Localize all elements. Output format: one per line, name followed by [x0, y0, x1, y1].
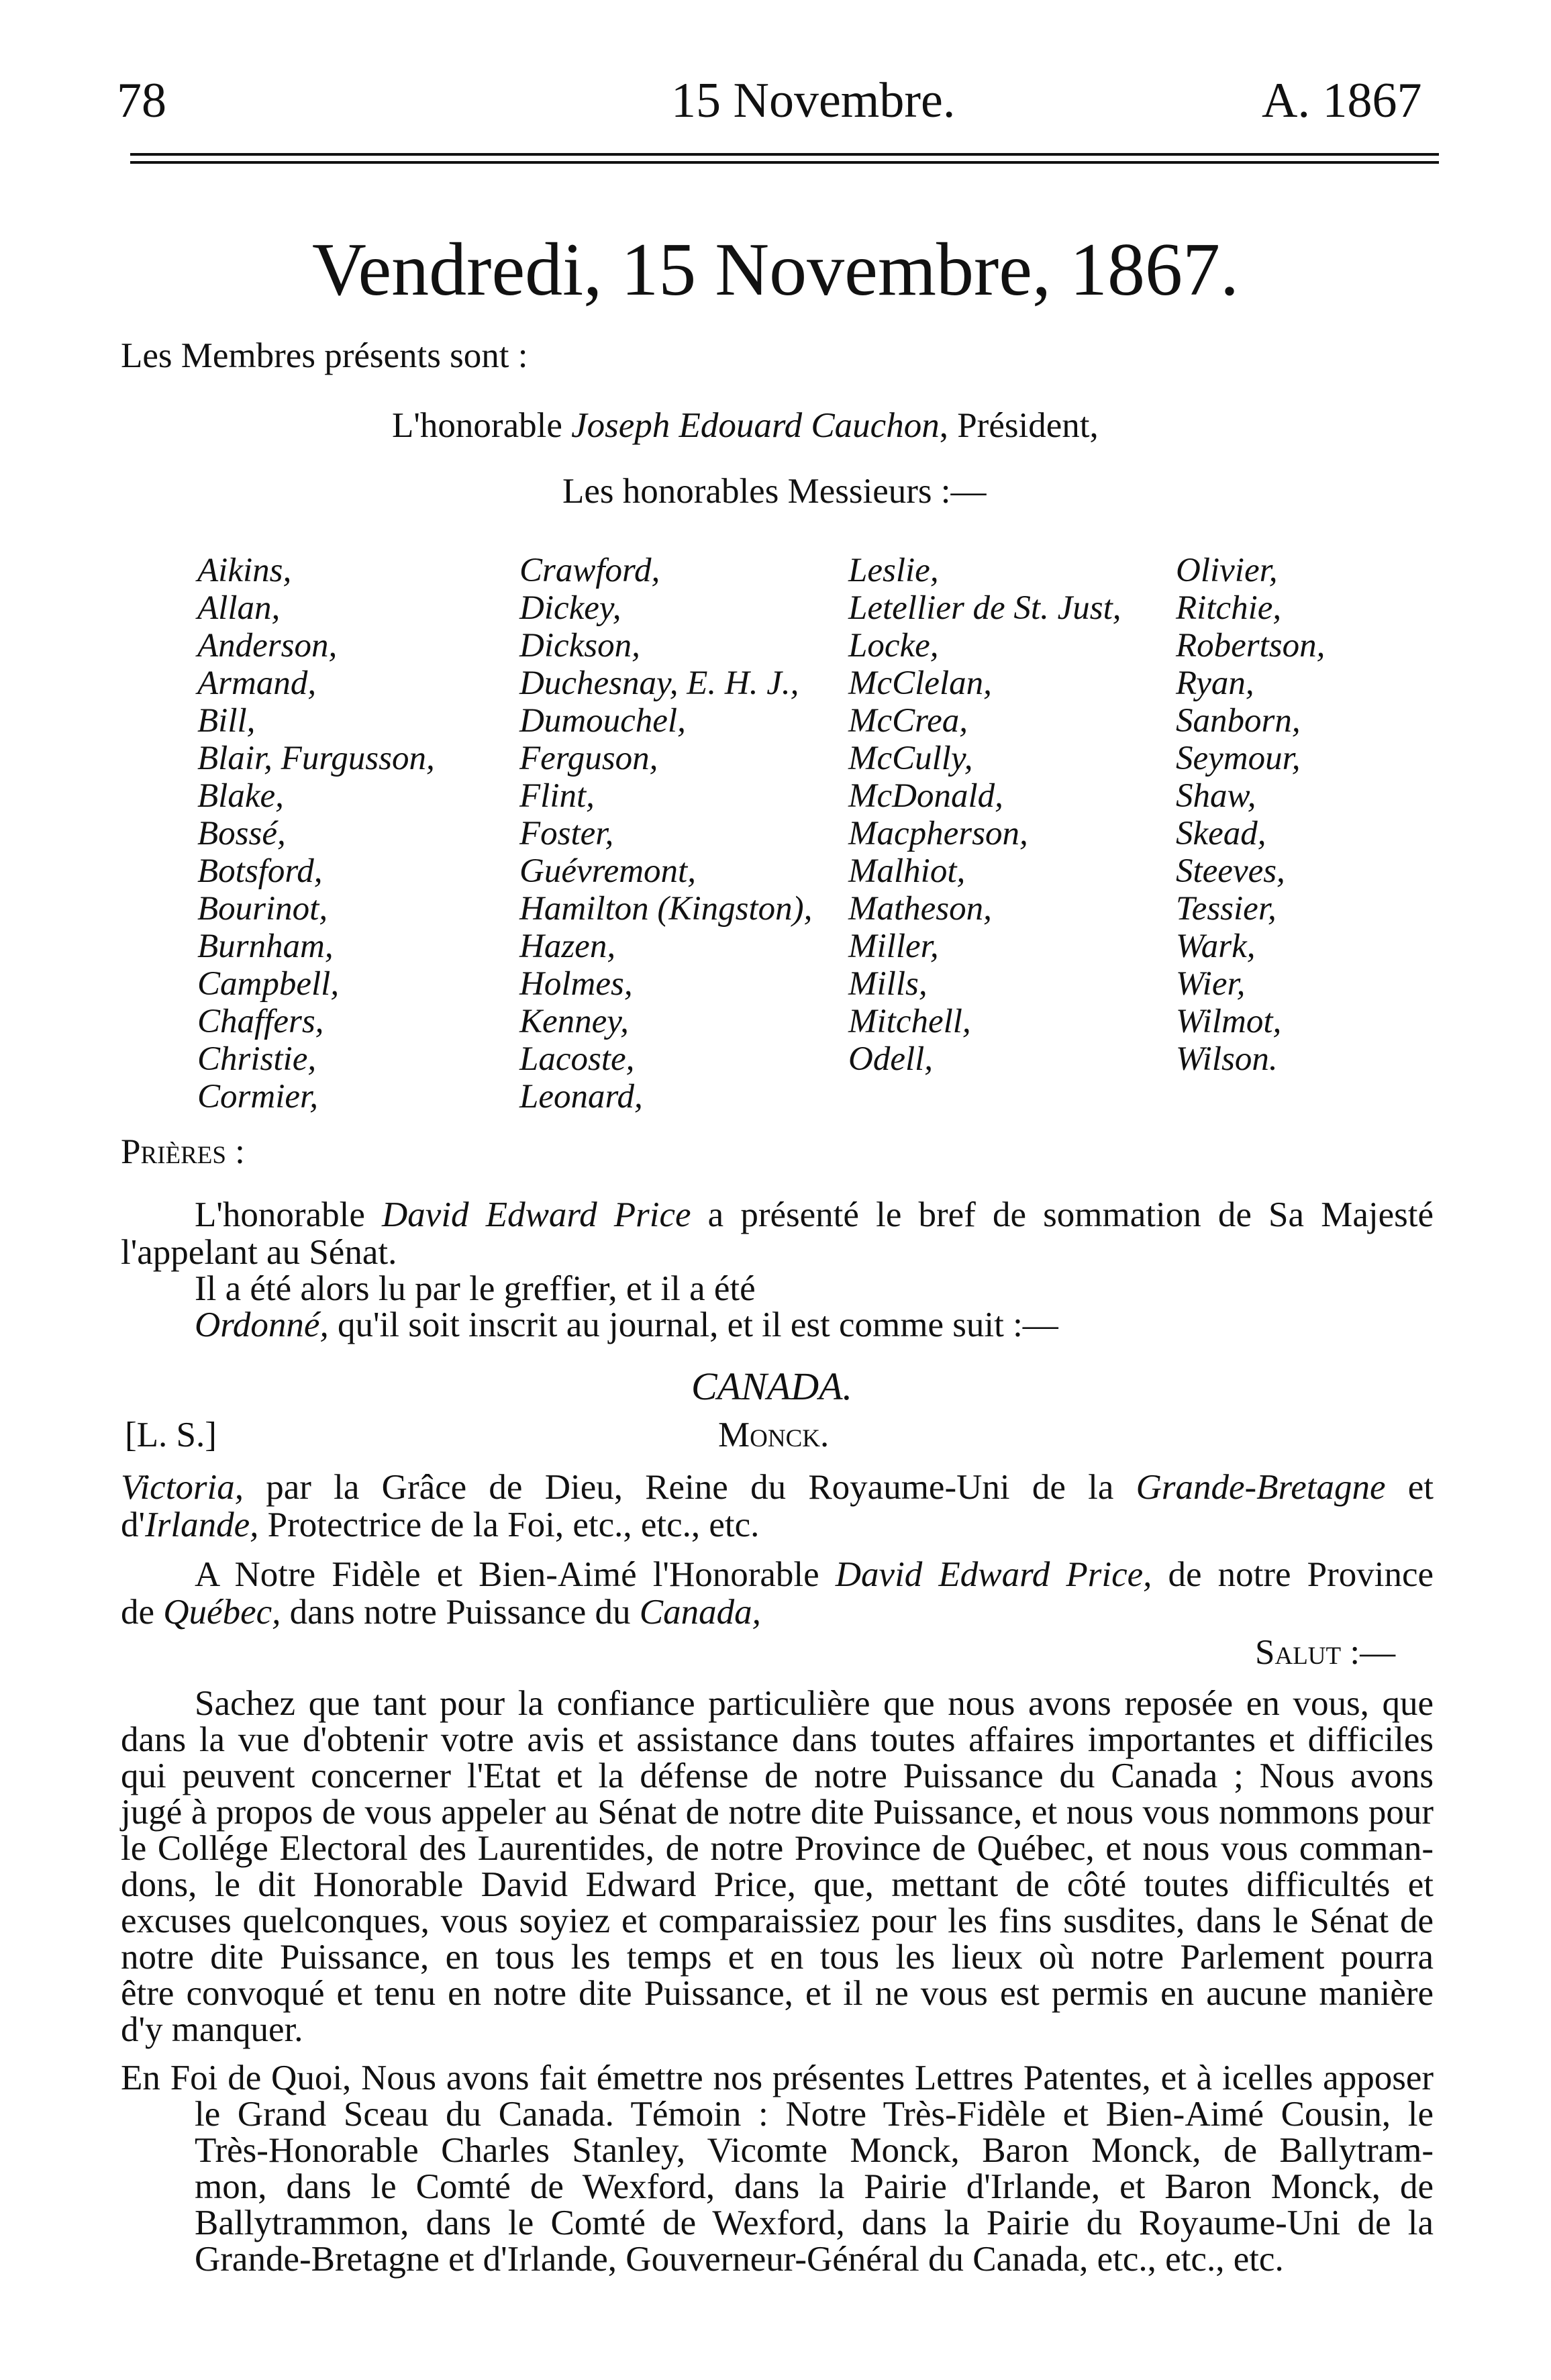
- text-run: A Notre Fidèle et Bien-Aimé l'Honorable: [195, 1555, 836, 1594]
- header-rule-top: [130, 153, 1439, 156]
- sachez-line: jugé à propos de vous appeler au Sénat de notre dite Puissance, et nous vous nommons pour: [121, 1793, 1434, 1832]
- member-name: Foster,: [519, 815, 614, 852]
- sachez-line: dans la vue d'obtenir votre avis et assistance dans toutes affaires importantes et difficiles: [121, 1720, 1434, 1759]
- place-run: Grande-Bretagne: [1136, 1468, 1386, 1507]
- member-name: Bill,: [197, 702, 256, 740]
- place-run: Canada,: [639, 1593, 761, 1632]
- place-run: Irlande,: [145, 1505, 259, 1544]
- sachez-line: le Collége Electoral des Laurentides, de notre Province de Québec, et nous vous comman-: [121, 1829, 1434, 1868]
- member-name: Wier,: [1176, 965, 1246, 1003]
- member-name: Duchesnay, E. H. J.,: [519, 664, 799, 702]
- member-name: Miller,: [848, 928, 939, 965]
- member-name: Matheson,: [848, 890, 992, 928]
- president-line: [392, 405, 1099, 446]
- header-rule-bottom: [130, 161, 1439, 164]
- canada-heading: CANADA.: [691, 1365, 853, 1408]
- text-run: par la Grâce de Dieu, Reine du Royaume-Uni de la: [244, 1468, 1136, 1507]
- lu-line: Il a été alors lu par le greffier, et il a été: [195, 1269, 756, 1308]
- place-run: Québec,: [163, 1593, 281, 1632]
- member-name: Anderson,: [197, 627, 338, 664]
- member-name: Bourinot,: [197, 890, 328, 928]
- sachez-line: dons, le dit Honorable David Edward Price, que, mettant de côté toutes difficultés et: [121, 1865, 1434, 1904]
- president-prefix: L'honorable: [392, 406, 572, 445]
- victoria-line-2: [121, 1507, 759, 1543]
- member-name: Wilmot,: [1176, 1003, 1282, 1040]
- member-name: Mitchell,: [848, 1003, 971, 1040]
- member-name: Malhiot,: [848, 852, 966, 890]
- text-run: de: [121, 1593, 164, 1632]
- text-run: L'honorable: [195, 1195, 383, 1234]
- member-name: Ferguson,: [519, 740, 658, 777]
- member-name: Bossé,: [197, 815, 286, 852]
- names-column-4: [1176, 552, 1325, 1078]
- en-foi-line: mon, dans le Comté de Wexford, dans la Pairie d'Irlande, et Baron Monck, de: [195, 2167, 1434, 2206]
- member-name: Ritchie,: [1176, 589, 1282, 627]
- member-name: Hazen,: [519, 928, 616, 965]
- sachez-line: être convoqué et tenu en notre dite Puissance, et il ne vous est permis en aucune manière: [121, 1974, 1434, 2013]
- notre-fidele-line-1: [195, 1557, 1434, 1593]
- en-foi-line: Très-Honorable Charles Stanley, Vicomte Monck, Baron Monck, de Ballytram-: [195, 2131, 1434, 2170]
- member-name: McCully,: [848, 740, 973, 777]
- salut-line: Salut :—: [1255, 1633, 1396, 1672]
- names-column-1: [197, 552, 435, 1115]
- seal-mark: [L. S.]: [125, 1416, 217, 1454]
- text-run: qu'il soit inscrit au journal, et il est comme suit :—: [328, 1305, 1058, 1344]
- member-name: Letellier de St. Just,: [848, 589, 1121, 627]
- member-name: Mills,: [848, 965, 928, 1003]
- sachez-line: excuses quelconques, vous soyiez et comparaissiez pour les fins susdites, dans le Sénat de: [121, 1901, 1434, 1940]
- text-run: d': [121, 1505, 146, 1544]
- ordonne-word: Ordonné,: [195, 1305, 329, 1344]
- names-column-2: [519, 552, 812, 1115]
- member-name: Locke,: [848, 627, 939, 664]
- member-name: Armand,: [197, 664, 317, 702]
- sachez-line: qui peuvent concerner l'Etat et la défense de notre Puissance du Canada ; Nous avons: [121, 1756, 1434, 1795]
- text-run: et: [1385, 1468, 1434, 1507]
- member-name: Kenney,: [519, 1003, 629, 1040]
- names-column-3: [848, 552, 1121, 1078]
- victoria-line-1: [121, 1470, 1434, 1505]
- monck-signature: Monck.: [718, 1416, 830, 1454]
- member-name: Macpherson,: [848, 815, 1028, 852]
- member-name: Wilson.: [1176, 1040, 1278, 1078]
- text-run: Protectrice de la Foi, etc., etc., etc.: [258, 1505, 760, 1544]
- member-name: Holmes,: [519, 965, 633, 1003]
- price-line-2: l'appelant au Sénat.: [121, 1233, 397, 1272]
- member-name: Skead,: [1176, 815, 1266, 852]
- member-name: Aikins,: [197, 552, 292, 589]
- member-name: Christie,: [197, 1040, 317, 1078]
- member-name: Crawford,: [519, 552, 660, 589]
- member-name: Leslie,: [848, 552, 939, 589]
- member-name: Lacoste,: [519, 1040, 635, 1078]
- member-name: Guévremont,: [519, 852, 696, 890]
- honorables-line: Les honorables Messieurs :—: [562, 472, 987, 511]
- member-name: Campbell,: [197, 965, 340, 1003]
- notre-fidele-line-2: [121, 1595, 761, 1630]
- member-name: Shaw,: [1176, 777, 1256, 815]
- member-name: McClelan,: [848, 664, 992, 702]
- person-name: David Edward Price,: [835, 1555, 1152, 1594]
- member-name: Botsford,: [197, 852, 323, 890]
- member-name: Steeves,: [1176, 852, 1285, 890]
- name-run: Victoria,: [121, 1468, 244, 1507]
- president-suffix: , Président,: [939, 406, 1099, 445]
- member-name: Ryan,: [1176, 664, 1254, 702]
- member-name: Odell,: [848, 1040, 934, 1078]
- member-name: Blake,: [197, 777, 284, 815]
- sachez-line: d'y manquer.: [121, 2010, 303, 2049]
- text-run: de notre Province: [1152, 1555, 1434, 1594]
- member-name: McCrea,: [848, 702, 968, 740]
- person-name: David Edward Price: [382, 1195, 691, 1234]
- page-number: 78: [117, 73, 166, 128]
- member-name: Seymour,: [1176, 740, 1301, 777]
- member-name: Olivier,: [1176, 552, 1278, 589]
- president-name: Joseph Edouard Cauchon: [571, 406, 940, 445]
- member-name: Leonard,: [519, 1078, 643, 1115]
- sachez-line: notre dite Puissance, en tous les temps et en tous les lieux où notre Parlement pourra: [121, 1938, 1434, 1977]
- member-name: Blair, Furgusson,: [197, 740, 435, 777]
- en-foi-line: Grande-Bretagne et d'Irlande, Gouverneur-Général du Canada, etc., etc., etc.: [195, 2240, 1284, 2279]
- en-foi-line: En Foi de Quoi, Nous avons fait émettre nos présentes Lettres Patentes, et à icelles apposer: [121, 2059, 1434, 2097]
- en-foi-line: le Grand Sceau du Canada. Témoin : Notre Très-Fidèle et Bien-Aimé Cousin, le: [195, 2095, 1434, 2134]
- price-line-1: [195, 1197, 1434, 1233]
- member-name: Wark,: [1176, 928, 1256, 965]
- member-name: Dickey,: [519, 589, 621, 627]
- ordonne-line: [195, 1307, 1058, 1343]
- text-run: a présenté le bref de sommation de Sa Majesté: [691, 1195, 1434, 1234]
- text-run: dans notre Puissance du: [281, 1593, 640, 1632]
- prieres-heading: Prières :: [121, 1132, 245, 1171]
- member-name: Dickson,: [519, 627, 640, 664]
- member-name: Cormier,: [197, 1078, 318, 1115]
- members-intro: Les Membres présents sont :: [121, 336, 528, 375]
- page-title: Vendredi, 15 Novembre, 1867.: [311, 228, 1240, 311]
- member-name: Dumouchel,: [519, 702, 686, 740]
- member-name: Burnham,: [197, 928, 334, 965]
- header-date: 15 Novembre.: [671, 73, 956, 128]
- member-name: Tessier,: [1176, 890, 1277, 928]
- header-year: A. 1867: [1262, 73, 1422, 128]
- en-foi-line: Ballytrammon, dans le Comté de Wexford, dans la Pairie du Royaume-Uni de la: [195, 2203, 1434, 2242]
- member-name: McDonald,: [848, 777, 1003, 815]
- sachez-line: Sachez que tant pour la confiance particulière que nous avons reposée en vous, que: [195, 1684, 1434, 1723]
- member-name: Hamilton (Kingston),: [519, 890, 813, 928]
- member-name: Flint,: [519, 777, 595, 815]
- member-name: Chaffers,: [197, 1003, 324, 1040]
- member-name: Sanborn,: [1176, 702, 1301, 740]
- member-name: Allan,: [197, 589, 281, 627]
- member-name: Robertson,: [1176, 627, 1325, 664]
